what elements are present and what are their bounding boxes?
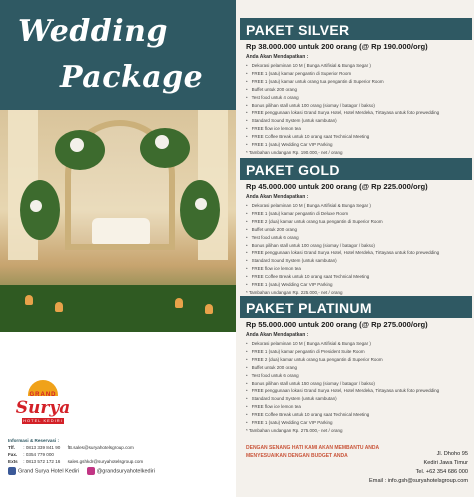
package-subtitle: Anda Akan Mendapatkan : (246, 194, 309, 200)
instagram-link[interactable]: @grandsuryahotelkediri (96, 468, 155, 475)
list-item: • Bonus pilihan stall untuk 150 orang (siomay / batagor / bakso) (246, 380, 439, 388)
left-column (0, 0, 236, 497)
list-item: • Standard Sound System (untuk sambutan) (246, 257, 439, 265)
list-item: • Bonus pilihan stall untuk 100 orang (siomay / batagor / bakso) (246, 242, 439, 250)
list-item: • FREE flow ice lemon tea (246, 265, 439, 273)
title-banner (0, 0, 236, 110)
list-item: • FREE 1 (satu) kamar pengantin di Superior Room (246, 70, 439, 78)
list-item: • Test food untuk 4 orang (246, 94, 439, 102)
social-links (8, 467, 155, 475)
list-item: • Test food untuk 6 orang (246, 372, 439, 380)
package-gold (240, 158, 472, 293)
package-name: PAKET GOLD (246, 162, 340, 178)
tulip (205, 304, 213, 314)
list-item: • FREE Coffee Break untuk 10 orang saat Technical Meeting (246, 411, 439, 419)
email-address[interactable]: Email : info.gsh@suryahotelsgroup.com (369, 478, 468, 484)
list-item: • Standard Sound System (untuk sambutan) (246, 117, 439, 125)
list-item: • FREE Coffee Break untuk 10 orang saat Technical Meeting (246, 273, 439, 281)
title-wedding: Wedding (18, 14, 168, 49)
package-subtitle: Anda Akan Mendapatkan : (246, 54, 309, 60)
wedding-decoration-photo (0, 110, 236, 332)
list-item: • FREE 1 (satu) Wedding Car VIP Parking (246, 141, 439, 149)
list-item: • Buffet untuk 200 orang (246, 364, 439, 372)
list-item: • Dekorasi pelaminan 10 M ( Bunga Artifisial & Bunga Segar ) (246, 340, 439, 348)
hotel-address: Jl. Dhoho 95 Kediri Jawa Timur Tel. +62 354 686 000 Email : info.gsh@suryahotelsgroup.com (369, 451, 468, 484)
packages-column (236, 0, 474, 497)
wedding-sofa (92, 218, 150, 244)
package-platinum (240, 296, 472, 436)
email-link[interactable]: sales.gshkdr@suryahotelsgroup.com (67, 459, 144, 464)
tulip (175, 298, 183, 308)
list-item: • FREE 2 (dua) kamar untuk orang tua pengantin di Superior Room (246, 218, 439, 226)
package-silver (240, 18, 472, 153)
contact-row: Exts : 0813 572 172 16 sales.gshkdr@suryahotelsgroup.com (8, 459, 144, 464)
package-note: * Tambahan undangan Rp. 275.000,- net / orang (246, 428, 343, 433)
contact-row: Tlf. : 0813 339 841 90 fB.sales@suryahotelsgroup.com (8, 445, 134, 450)
list-item: • FREE 1 (satu) Wedding Car VIP Parking (246, 281, 439, 289)
package-price: Rp 45.000.000 untuk 200 orang (@ Rp 225.000/org) (246, 182, 428, 191)
list-item: • FREE 1 (satu) kamar pengantin di Deluxe Room (246, 210, 439, 218)
package-name: PAKET PLATINUM (246, 300, 372, 316)
package-note: * Tambahan undangan Rp. 190.000,- net / orang (246, 150, 343, 155)
package-items (246, 340, 439, 427)
tulip (55, 302, 63, 312)
foliage (180, 180, 220, 240)
list-item: • Dekorasi pelaminan 10 M ( Bunga Artifisial & Bunga Segar ) (246, 202, 439, 210)
package-price: Rp 55.000.000 untuk 200 orang (@ Rp 275.000/org) (246, 320, 428, 329)
white-flower (30, 200, 42, 212)
logo-grand-text: GRAND (29, 392, 57, 398)
package-name: PAKET SILVER (246, 22, 350, 38)
facebook-icon (8, 467, 16, 475)
logo-surya-text: Surya (15, 398, 71, 418)
contact-row: Fax. : 0354 779 000 (8, 452, 54, 457)
white-flower (195, 198, 207, 210)
list-item: • FREE penggunaan lokasi Grand Surya Hotel, Hotel Merdeka, Tirtayasa untuk foto prewedding (246, 109, 439, 117)
list-item: • Standard Sound System (untuk sambutan) (246, 395, 439, 403)
list-item: • Buffet untuk 200 orang (246, 86, 439, 94)
white-flower (70, 138, 84, 152)
grand-surya-logo (8, 380, 78, 430)
package-note: * Tambahan undangan Rp. 225.000,- net / orang (246, 290, 343, 295)
phone-number: Tel. +62 354 686 000 (415, 469, 468, 475)
email-link[interactable]: fB.sales@suryahotelsgroup.com (67, 445, 134, 450)
reservation-header: Informasi & Reservasi : (8, 438, 60, 443)
list-item: • FREE 2 (dua) kamar untuk orang tua pengantin di Superior Room (246, 356, 439, 364)
list-item: • Buffet untuk 200 orang (246, 226, 439, 234)
garden-stage (0, 285, 236, 332)
list-item: • FREE Coffee Break untuk 10 orang saat Technical Meeting (246, 133, 439, 141)
title-package: Package (60, 60, 204, 95)
instagram-icon (87, 467, 95, 475)
white-flower (155, 135, 169, 149)
list-item: • FREE flow ice lemon tea (246, 125, 439, 133)
list-item: • Bonus pilihan stall untuk 100 orang (siomay / batagor / bakso) (246, 102, 439, 110)
tulip (25, 295, 33, 305)
list-item: • FREE penggunaan lokasi Grand Surya Hotel, Hotel Merdeka, Tirtayasa untuk foto prewedding (246, 249, 439, 257)
budget-tagline: DENGAN SENANG HATI KAMI AKAN MEMBANTU ANDA MENYESUAIKAN DENGAN BUDGET ANDA (246, 445, 380, 459)
list-item: • FREE 1 (satu) kamar untuk orang tua pengantin di Superior Room (246, 78, 439, 86)
package-items (246, 202, 439, 289)
package-subtitle: Anda Akan Mendapatkan : (246, 332, 309, 338)
list-item: • FREE 1 (satu) Wedding Car VIP Parking (246, 419, 439, 427)
list-item: • Test food untuk 6 orang (246, 234, 439, 242)
reservation-info (8, 437, 143, 465)
list-item: • FREE flow ice lemon tea (246, 403, 439, 411)
list-item: • FREE penggunaan lokasi Grand Surya Hotel, Hotel Merdeka, Tirtayasa untuk foto prewedding (246, 387, 439, 395)
facebook-link[interactable]: Grand Surya Hotel Kediri (18, 468, 80, 475)
package-price: Rp 38.000.000 untuk 200 orang (@ Rp 190.000/org) (246, 42, 428, 51)
logo-tagline: HOTEL KEDIRI (23, 418, 63, 423)
list-item: • Dekorasi pelaminan 10 M ( Bunga Artifisial & Bunga Segar ) (246, 62, 439, 70)
package-items (246, 62, 439, 149)
list-item: • FREE 1 (satu) kamar pengantin di President Suite Room (246, 348, 439, 356)
